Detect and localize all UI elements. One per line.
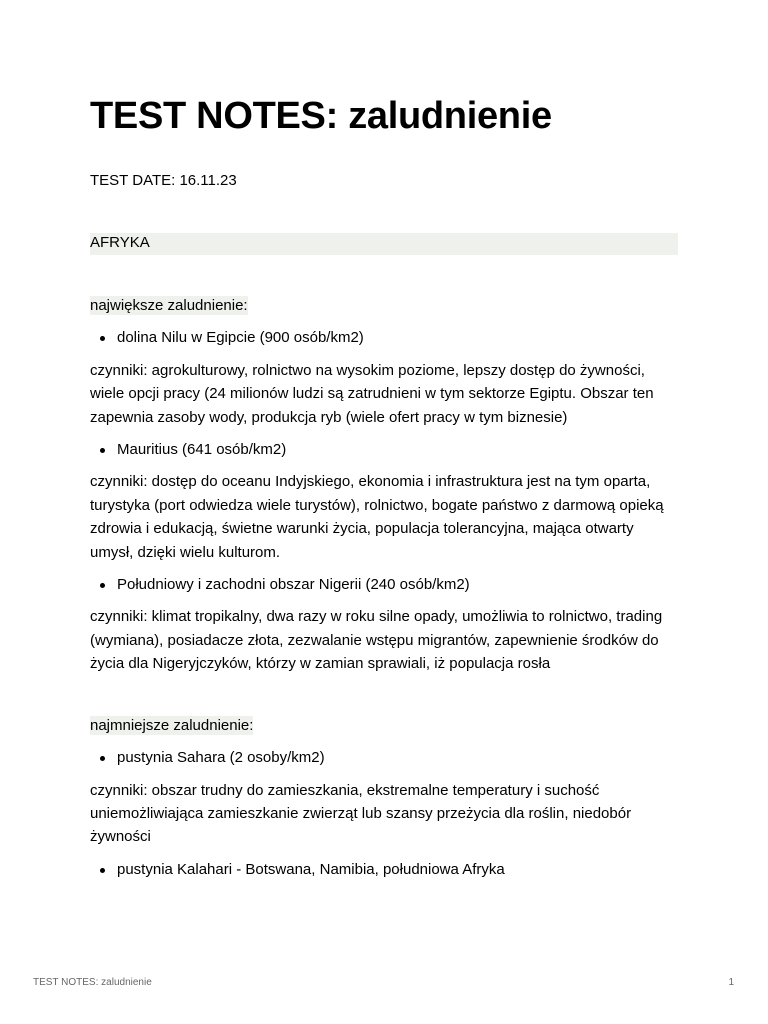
test-date: TEST DATE: 16.11.23	[90, 172, 237, 189]
factors-paragraph: czynniki: obszar trudny do zamieszkania, ekstremalne temperatury i suchość uniemożliwiająca zamieszkanie zwierząt lub szansy przeżycia dla roślin, niedobór żywności	[90, 781, 632, 846]
bullet-icon	[100, 448, 105, 453]
smallest-population-heading-text: najmniejsze zaludnienie:	[90, 716, 254, 734]
bullet-icon	[100, 868, 105, 873]
bullet-icon	[100, 756, 105, 761]
bullet-list	[90, 326, 678, 349]
largest-population-heading	[90, 294, 678, 317]
list-item-text: pustynia Sahara (2 osoby/km2)	[117, 749, 325, 767]
list-item	[90, 858, 678, 881]
bullet-list	[90, 858, 678, 881]
factors-paragraph: czynniki: klimat tropikalny, dwa razy w roku silne opady, umożliwia to rolnictwo, trading (wymiana), posiadacze złota, zezwalanie wstępu migrantów, zapewnienie środków do życia dla Nigeryjczyków, którzy w zamian sprawiali, iż populacja rosła	[90, 608, 663, 673]
list-item-text: dolina Nilu w Egipcie (900 osób/km2)	[117, 329, 364, 347]
list-item-text: Mauritius (641 osób/km2)	[117, 441, 287, 459]
list-item-text: Południowy i zachodni obszar Nigerii (240 osób/km2)	[117, 576, 470, 594]
list-item	[90, 746, 678, 769]
list-item	[90, 326, 678, 349]
bullet-icon	[100, 583, 105, 588]
bullet-list	[90, 573, 678, 596]
notes-body	[90, 294, 678, 890]
bullet-icon	[100, 336, 105, 341]
factors-paragraph: czynniki: agrokulturowy, rolnictwo na wysokim poziome, lepszy dostęp do żywności, wiele opcji pracy (24 milionów ludzi są zatrudnieni w tym sektorze Egiptu. Obszar ten zapewnia zasoby wody, produkcja ryb (wiele ofert pracy w tym biznesie)	[90, 361, 654, 426]
bullet-list	[90, 438, 678, 461]
bullet-list	[90, 746, 678, 769]
list-item-text: pustynia Kalahari - Botswana, Namibia, południowa Afryka	[117, 860, 505, 878]
spacer	[90, 676, 678, 714]
largest-population-heading-text: największe zaludnienie:	[90, 297, 248, 314]
list-item	[90, 573, 678, 596]
document-title: TEST NOTES: zaludnienie	[90, 95, 552, 137]
section-heading-afryka: AFRYKA	[90, 233, 678, 255]
footer-page-number: 1	[728, 977, 734, 988]
list-item	[90, 438, 678, 461]
smallest-population-heading	[90, 714, 678, 737]
footer-document-title: TEST NOTES: zaludnienie	[33, 977, 152, 988]
factors-paragraph: czynniki: dostęp do oceanu Indyjskiego, ekonomia i infrastruktura jest na tym oparta, turystyka (port odwiedza wiele turystów), rolnictwo, bogate państwo z darmową opieką zdrowia i edukacją, świetne warunki życia, populacja tolerancyjna, mająca otwarty umysł, dzięki wielu kulturom.	[90, 473, 664, 561]
